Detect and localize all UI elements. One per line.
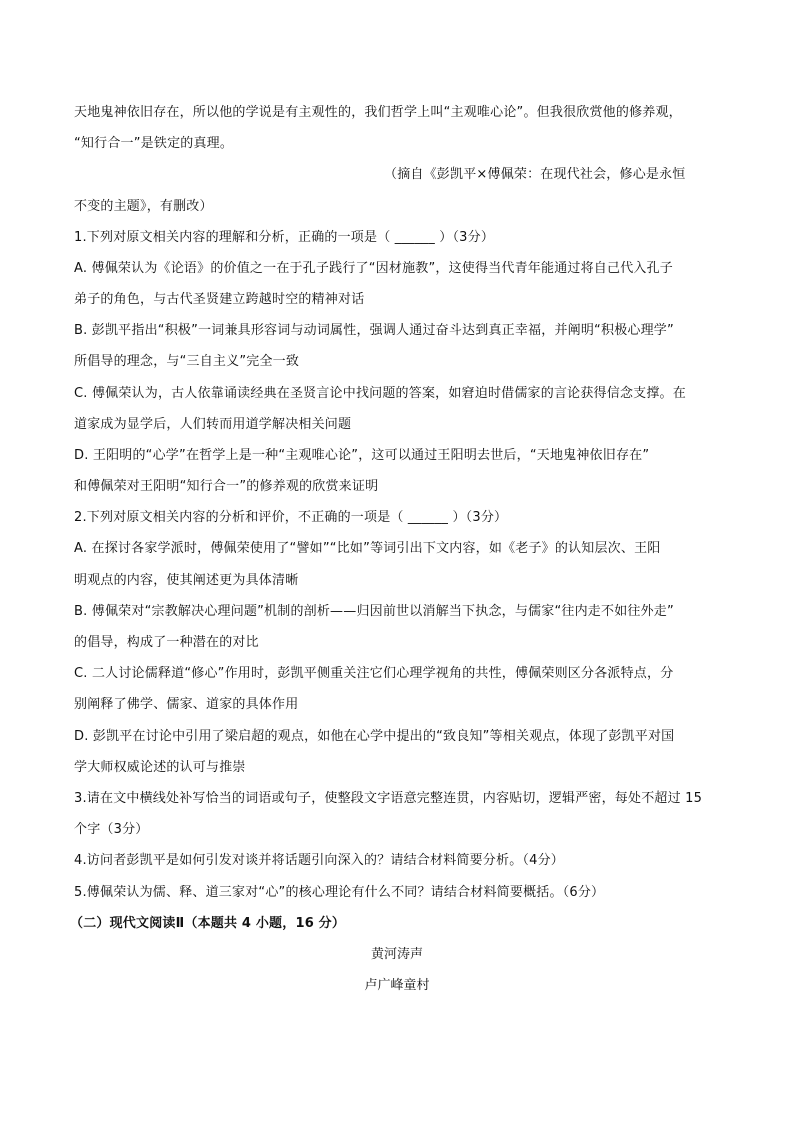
option-b-line: 的倡导，构成了一种潜在的对比 <box>74 635 259 650</box>
question-1: 1.下列对原文相关内容的理解和分析，正确的一项是（ ______ ）（3分） <box>74 230 495 245</box>
option-d-line: 学大师权威论述的认可与推崇 <box>74 760 246 775</box>
article-title: 黄河涛声 <box>370 947 423 962</box>
option-a-line: A. 傅佩荣认为《论语》的价值之一在于孔子践行了“因材施教”，这使得当代青年能通过将自己代入孔子 <box>74 261 673 276</box>
option-b-line: B. 彭凯平指出“积极”一词兼具形容词与动词属性，强调人通过奋斗达到真正幸福，并阐明“积极心理学” <box>74 323 674 338</box>
text-line: “知行合一”是铁定的真理。 <box>74 136 234 151</box>
question-5: 5.傅佩荣认为儒、释、道三家对“心”的核心理论有什么不同？请结合材料简要概括。（6分） <box>74 885 605 900</box>
option-d-line: D. 彭凯平在讨论中引用了梁启超的观点，如他在心学中提出的“致良知”等相关观点，体现了彭凯平对国 <box>74 729 675 744</box>
question-2: 2.下列对原文相关内容的分析和评价，不正确的一项是（ ______ ）（3分） <box>74 510 508 525</box>
option-d-line: D. 王阳明的“心学”在哲学上是一种“主观唯心论”，这可以通过王阳明去世后，“天地鬼神依旧存在” <box>74 448 650 463</box>
option-d-line: 和傅佩荣对王阳明“知行合一”的修养观的欣赏来证明 <box>74 479 379 494</box>
option-a-line: 弟子的角色，与古代圣贤建立跨越时空的精神对话 <box>74 292 365 307</box>
question-3: 3.请在文中横线处补写恰当的词语或句子，使整段文字语意完整连贯，内容贴切，逻辑严密，每处不超过 15 <box>74 791 703 806</box>
option-c-line: C. 二人讨论儒释道“修心”作用时，彭凯平侧重关注它们心理学视角的共性，傅佩荣则区分各派特点，分 <box>74 666 674 681</box>
citation-line: 不变的主题》，有删改） <box>74 199 213 214</box>
option-c-line: 别阐释了佛学、儒家、道家的具体作用 <box>74 697 299 712</box>
option-a-line: A. 在探讨各家学派时，傅佩荣使用了“譬如”“比如”等词引出下文内容，如《老子》的认知层次、王阳 <box>74 541 661 556</box>
citation-line: （摘自《彭凯平×傅佩荣：在现代社会，修心是永恒 <box>384 167 686 182</box>
section-heading: （二）现代文阅读Ⅱ（本题共 4 小题，16 分） <box>70 916 346 931</box>
option-a-line: 明观点的内容，使其阐述更为具体清晰 <box>74 573 299 588</box>
option-c-line: 道家成为显学后，人们转而用道学解决相关问题 <box>74 417 352 432</box>
text-line: 天地鬼神依旧存在，所以他的学说是有主观性的，我们哲学上叫“主观唯心论”。但我很欣赏他的修养观， <box>74 105 682 120</box>
option-b-line: B. 傅佩荣对“宗教解决心理问题”机制的剖析——归因前世以消解当下执念，与儒家“往内走不如往外走” <box>74 604 674 619</box>
option-c-line: C. 傅佩荣认为，古人依靠诵读经典在圣贤言论中找问题的答案，如窘迫时借儒家的言论获得信念支撑。在 <box>74 386 686 401</box>
question-4: 4.访问者彭凯平是如何引发对谈并将话题引向深入的？请结合材料简要分析。（4分） <box>74 853 564 868</box>
option-b-line: 所倡导的理念，与“三自主义”完全一致 <box>74 354 300 369</box>
question-3: 个字（3分） <box>74 822 149 837</box>
article-author: 卢广峰童村 <box>364 978 430 993</box>
